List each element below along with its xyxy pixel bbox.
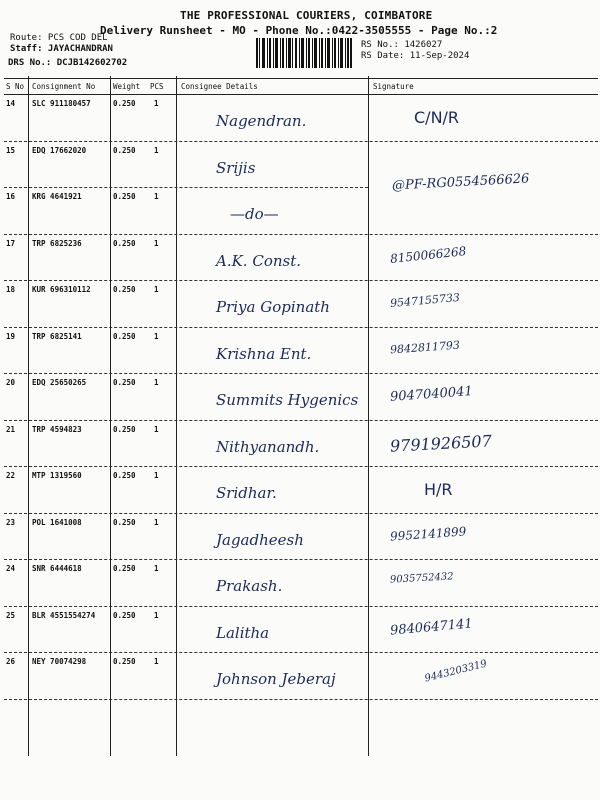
col-header-pcs: PCS	[150, 82, 164, 91]
row-signature: 9547155733	[389, 290, 461, 311]
row-consignment-number: EDQ 17662020	[32, 145, 87, 155]
table-header-rule	[4, 94, 598, 95]
route-label: Route: PCS COD DEL	[10, 33, 108, 43]
row-signature: 9791926507	[389, 430, 493, 456]
col-header-weight: Weight	[113, 82, 141, 91]
row-weight: 0.250	[113, 610, 136, 620]
row-separator	[4, 141, 598, 142]
row-serial-number: 16	[6, 192, 16, 201]
row-consignee-name: Nagendran.	[216, 112, 307, 130]
row-serial-number: 22	[6, 471, 16, 480]
col-divider	[110, 76, 111, 756]
row-consignment-number: MTP 1319560	[32, 471, 82, 480]
row-separator	[4, 699, 598, 700]
runsheet-table	[4, 76, 598, 756]
row-serial-number: 25	[6, 610, 16, 620]
table-top-rule	[4, 78, 598, 79]
row-consignment-number: KRG 4641921	[32, 192, 82, 201]
row-consignment-number: KUR 696310112	[32, 285, 91, 294]
row-pieces: 1	[154, 145, 159, 155]
rs-date: RS Date: 11-Sep-2024	[361, 51, 470, 61]
row-separator	[4, 327, 598, 328]
row-consignee-name: A.K. Const.	[216, 251, 302, 270]
row-serial-number: 24	[6, 564, 16, 573]
row-consignee-name: Sridhar.	[216, 484, 277, 502]
row-signature: 9035752432	[389, 571, 454, 586]
row-pieces: 1	[154, 471, 159, 480]
row-pieces: 1	[154, 424, 159, 434]
col-divider	[368, 76, 369, 756]
row-signature: H/R	[424, 480, 453, 499]
row-weight: 0.250	[113, 331, 136, 341]
row-consignment-number: EDQ 25650265	[32, 378, 87, 387]
row-separator	[4, 373, 598, 374]
row-serial-number: 26	[6, 657, 16, 666]
row-weight: 0.250	[113, 238, 136, 248]
row-signature: 9443203319	[423, 658, 489, 685]
row-consignee-name: Srijis	[216, 158, 256, 177]
row-separator	[4, 606, 598, 607]
row-pieces: 1	[154, 610, 159, 620]
row-signature: 9840647141	[389, 615, 474, 639]
row-weight: 0.250	[113, 192, 136, 201]
row-signature: @PF-RG0554566626	[391, 170, 530, 194]
row-consignment-number: BLR 4551554274	[32, 610, 96, 620]
row-consignee-name: Summits Hygenics	[216, 391, 359, 409]
row-weight: 0.250	[113, 285, 136, 294]
row-separator	[4, 280, 598, 281]
row-serial-number: 19	[6, 331, 16, 341]
row-signature: 9952141899	[389, 523, 467, 544]
row-pieces: 1	[154, 517, 159, 527]
col-header-signature: Signature	[373, 82, 414, 91]
row-consignee-name: Krishna Ent.	[216, 344, 312, 363]
drs-number: DRS No.: DCJB142602702	[8, 58, 128, 68]
row-consignee-name: Jagadheesh	[216, 530, 304, 549]
row-pieces: 1	[154, 285, 159, 294]
row-pieces: 1	[154, 99, 159, 108]
row-separator	[4, 466, 598, 467]
row-weight: 0.250	[113, 517, 136, 527]
row-separator	[4, 234, 598, 235]
row-separator	[4, 559, 598, 560]
row-serial-number: 14	[6, 99, 16, 108]
row-consignment-number: TRP 6825141	[32, 331, 82, 341]
row-separator	[4, 187, 368, 188]
row-pieces: 1	[154, 564, 159, 573]
runsheet-subtitle: Delivery Runsheet - MO - Phone No.:0422-3505555 - Page No.:2	[100, 24, 498, 37]
row-weight: 0.250	[113, 564, 136, 573]
runsheet-title: THE PROFESSIONAL COURIERS, COIMBATORE	[180, 9, 433, 22]
col-divider	[28, 76, 29, 756]
row-consignee-name: Lalitha	[216, 623, 270, 642]
row-weight: 0.250	[113, 657, 136, 666]
row-consignee-name: —do—	[230, 205, 279, 223]
row-consignee-name: Johnson Jeberaj	[216, 670, 336, 688]
staff-label: Staff: JAYACHANDRAN	[10, 44, 113, 54]
row-signature: 8150066268	[389, 243, 467, 266]
row-consignee-name: Prakash.	[216, 577, 283, 595]
row-separator	[4, 652, 598, 653]
row-serial-number: 18	[6, 285, 16, 294]
row-serial-number: 23	[6, 517, 16, 527]
row-serial-number: 15	[6, 145, 16, 155]
col-divider	[176, 76, 177, 756]
row-separator	[4, 420, 598, 421]
row-weight: 0.250	[113, 471, 136, 480]
row-signature: 9047040041	[389, 384, 474, 405]
row-serial-number: 21	[6, 424, 16, 434]
col-header-consignment: Consignment No	[32, 82, 96, 91]
row-consignment-number: SLC 911180457	[32, 99, 91, 108]
row-consignment-number: TRP 6825236	[32, 238, 82, 248]
row-signature: C/N/R	[414, 108, 460, 127]
row-pieces: 1	[154, 657, 159, 666]
row-weight: 0.250	[113, 424, 136, 434]
row-consignment-number: SNR 6444618	[32, 564, 82, 573]
row-consignment-number: NEY 70074298	[32, 657, 87, 666]
col-header-consignee: Consignee Details	[181, 82, 258, 91]
row-pieces: 1	[154, 331, 159, 341]
row-consignee-name: Priya Gopinath	[216, 298, 330, 316]
col-header-sno: S No	[6, 82, 25, 91]
row-serial-number: 20	[6, 378, 16, 387]
row-pieces: 1	[154, 192, 159, 201]
row-signature: 9842811793	[389, 338, 461, 356]
row-consignment-number: TRP 4594823	[32, 424, 82, 434]
row-weight: 0.250	[113, 99, 136, 108]
row-pieces: 1	[154, 378, 159, 387]
row-weight: 0.250	[113, 378, 136, 387]
row-separator	[4, 513, 598, 514]
barcode-image	[256, 38, 352, 68]
row-pieces: 1	[154, 238, 159, 248]
row-consignment-number: POL 1641008	[32, 517, 82, 527]
rs-number: RS No.: 1426027	[361, 40, 443, 50]
row-weight: 0.250	[113, 145, 136, 155]
row-consignee-name: Nithyanandh.	[216, 437, 320, 456]
row-serial-number: 17	[6, 238, 16, 248]
